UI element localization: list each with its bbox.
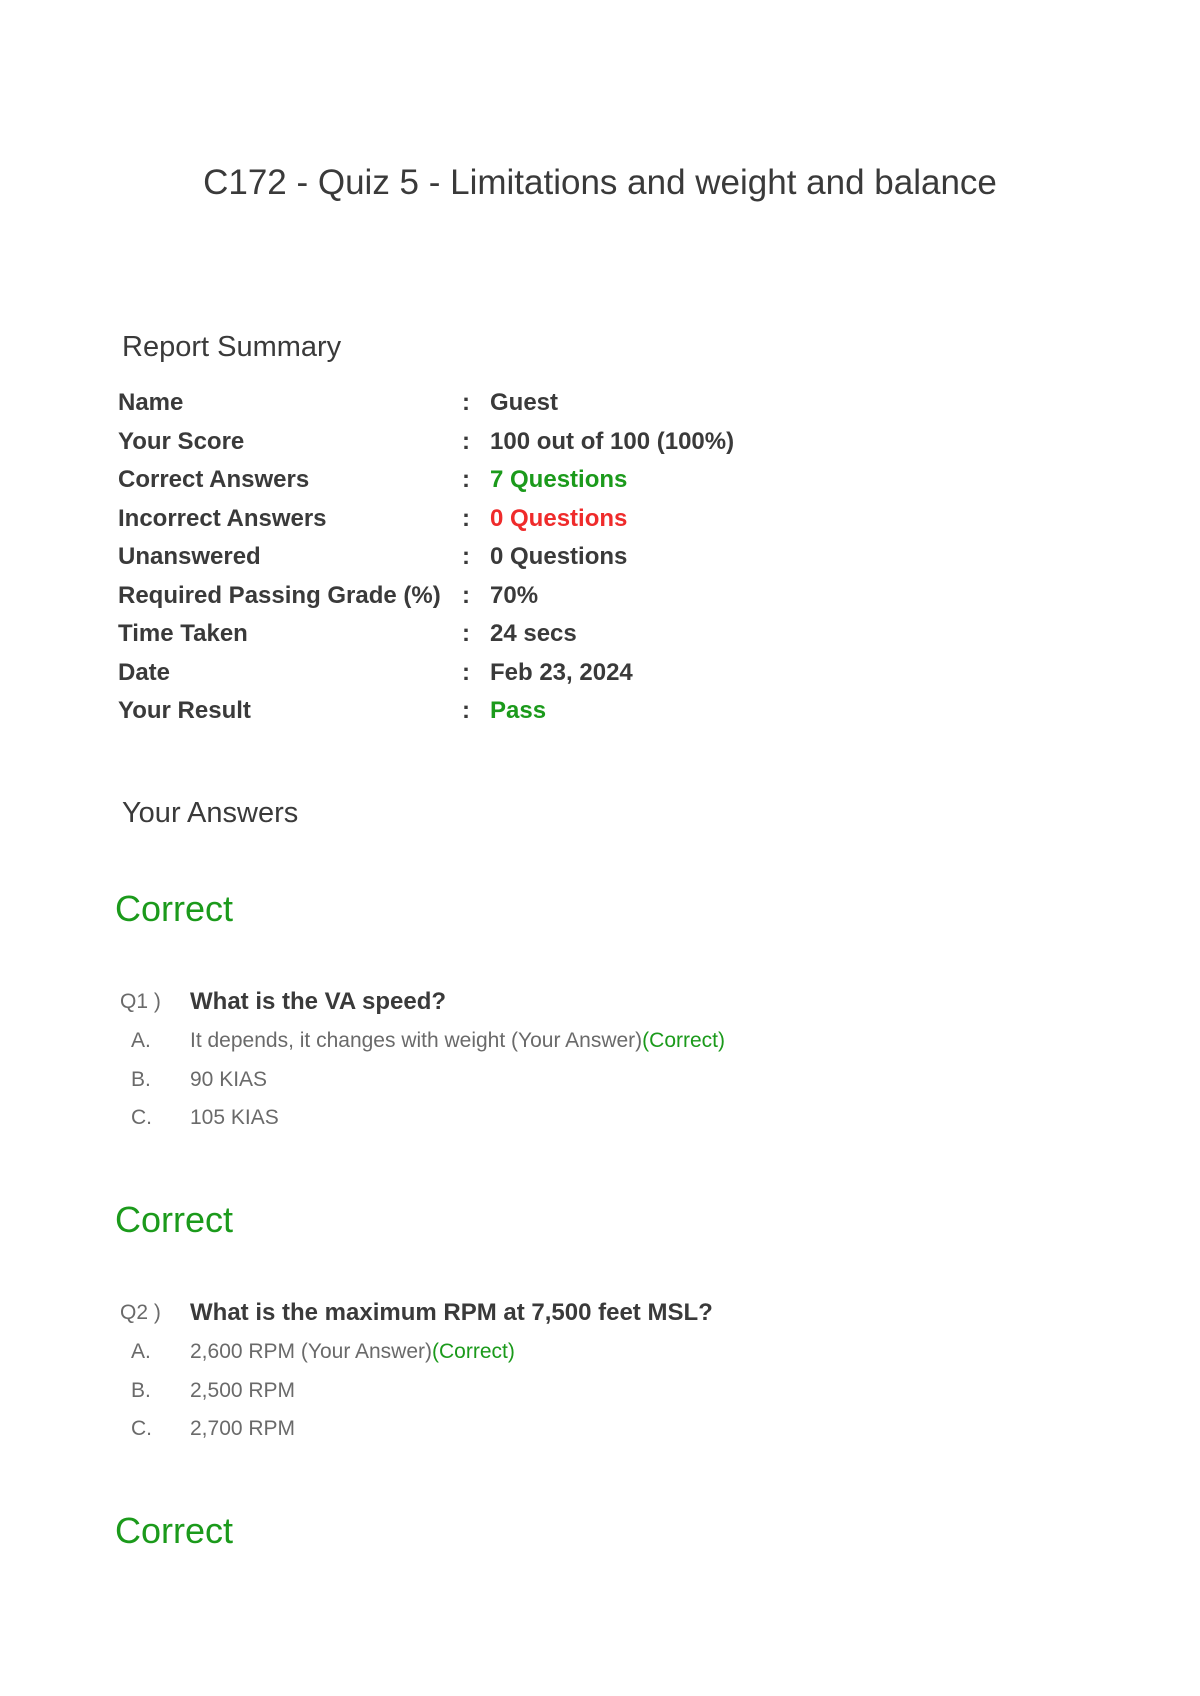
option-label: 90 KIAS [190, 1067, 268, 1091]
summary-row-correct-answers [118, 461, 818, 500]
question-line [120, 1293, 1020, 1333]
summary-colon: : [462, 620, 470, 647]
question-status: Correct [115, 888, 234, 929]
answer-option [120, 1333, 1020, 1372]
option-text [190, 1061, 267, 1100]
summary-row-passing-grade [118, 577, 818, 616]
option-text [190, 1410, 295, 1449]
correct-tag: (Correct) [432, 1340, 515, 1363]
question-number: Q2 ) [120, 1301, 161, 1324]
summary-row-name [118, 384, 818, 423]
summary-value: 7 Questions [490, 466, 628, 493]
answer-option [120, 1410, 1020, 1449]
page-title: C172 - Quiz 5 - Limitations and weight and balance [203, 163, 997, 202]
option-label: 105 KIAS [190, 1106, 279, 1129]
option-text [190, 1333, 515, 1372]
summary-label: Time Taken [118, 620, 248, 647]
summary-row-score [118, 423, 818, 462]
option-letter: A. [131, 1029, 151, 1052]
summary-row-result [118, 692, 818, 731]
question-text: What is the maximum RPM at 7,500 feet MSL? [190, 1299, 713, 1326]
summary-label: Date [118, 658, 171, 686]
summary-label: Required Passing Grade (%) [118, 581, 441, 609]
question-status: Correct [115, 1199, 234, 1240]
option-label: 2,500 RPM [190, 1378, 296, 1402]
option-letter: B. [131, 1067, 151, 1091]
summary-label: Correct Answers [118, 466, 310, 493]
question-line [120, 982, 1020, 1022]
option-letter: C. [131, 1106, 152, 1129]
summary-row-incorrect-answers [118, 500, 818, 539]
option-letter: B. [131, 1378, 151, 1402]
option-letter: A. [131, 1340, 151, 1363]
option-label: 2,700 RPM [190, 1417, 296, 1440]
answer-option [120, 1099, 1020, 1138]
question-status: Correct [115, 1510, 234, 1551]
option-text [190, 1099, 279, 1138]
option-letter: C. [131, 1417, 152, 1440]
summary-label: Your Result [118, 697, 251, 724]
summary-value: 0 Questions [490, 504, 628, 532]
summary-row-unanswered [118, 538, 818, 577]
option-text [190, 1022, 725, 1061]
summary-value: 24 secs [490, 620, 577, 647]
question-block [120, 982, 1020, 1138]
summary-label: Your Score [118, 427, 245, 455]
summary-label: Name [118, 389, 184, 416]
answer-option [120, 1061, 1020, 1100]
option-label: 2,600 RPM (Your Answer) [190, 1340, 433, 1363]
your-answers-heading: Your Answers [122, 797, 299, 829]
report-summary-table [118, 384, 818, 731]
summary-colon: : [462, 389, 470, 416]
summary-value: Feb 23, 2024 [490, 658, 633, 686]
answer-option [120, 1372, 1020, 1411]
summary-colon: : [462, 697, 470, 724]
report-summary-heading: Report Summary [122, 331, 342, 363]
summary-colon: : [462, 543, 470, 570]
summary-row-time-taken [118, 615, 818, 654]
summary-value: Pass [490, 697, 547, 724]
summary-colon: : [462, 504, 470, 532]
summary-value: 70% [490, 581, 539, 609]
answer-option [120, 1022, 1020, 1061]
correct-tag: (Correct) [642, 1029, 725, 1052]
option-label: It depends, it changes with weight (Your Answer) [190, 1029, 643, 1052]
question-block [120, 1293, 1020, 1449]
option-text [190, 1372, 295, 1411]
question-number: Q1 ) [120, 990, 161, 1013]
summary-colon: : [462, 581, 470, 609]
summary-label: Unanswered [118, 543, 261, 570]
summary-colon: : [462, 427, 470, 455]
summary-label: Incorrect Answers [118, 504, 327, 532]
question-text: What is the VA speed? [190, 988, 447, 1015]
summary-value: Guest [490, 389, 559, 416]
summary-colon: : [462, 658, 470, 686]
summary-colon: : [462, 466, 470, 493]
summary-row-date [118, 654, 818, 693]
summary-value: 100 out of 100 (100%) [490, 427, 735, 455]
summary-value: 0 Questions [490, 543, 628, 570]
